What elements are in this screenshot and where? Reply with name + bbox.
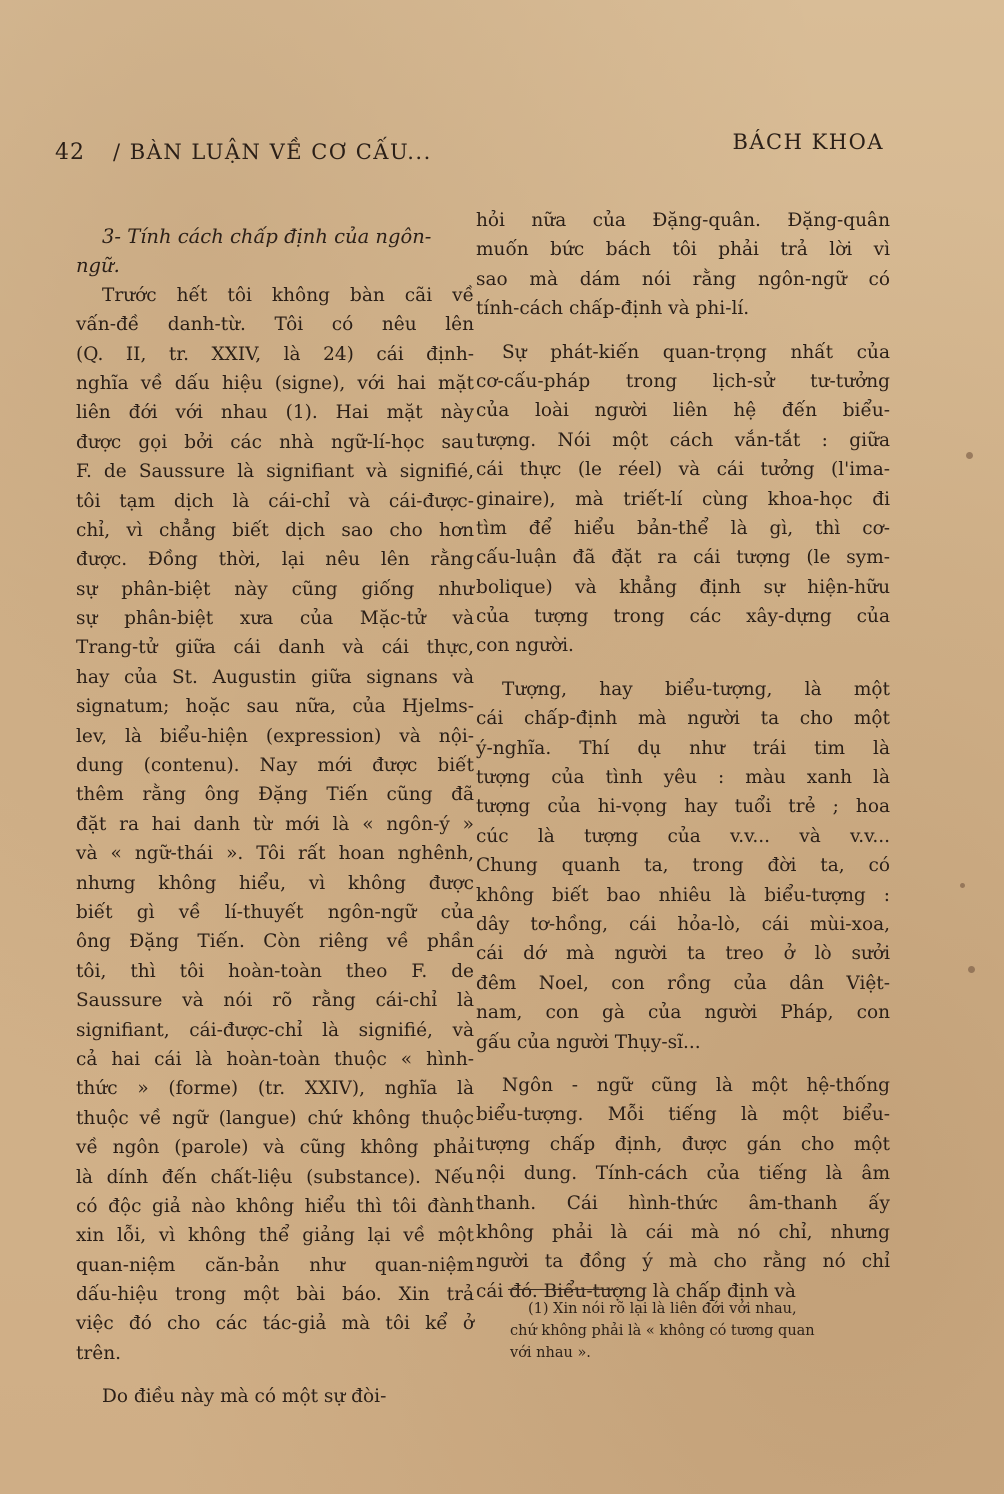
text-line: đêm Noel, con rồng của dân Việt- [476, 972, 890, 994]
right-column [476, 206, 890, 1306]
text-line: của loài người liên hệ đến biểu- [476, 400, 890, 422]
text-line: sao mà dám nói rằng ngôn-ngữ có [476, 268, 890, 290]
section-title-line: ngữ. [76, 254, 120, 278]
text-line: cái đó. Biểu-tượng là chấp định và [476, 1280, 796, 1302]
text-line: lev, là biểu-hiện (expression) và nội- [76, 725, 474, 747]
footnote [510, 1298, 890, 1364]
text-line: cái chấp-định mà người ta cho một [476, 708, 890, 730]
text-line: hỏi nữa của Đặng-quân. Đặng-quân [476, 210, 890, 231]
footnote-line: (1) Xin nói rõ lại là liên đới với nhau, [528, 1301, 797, 1317]
page-number: 42 [55, 140, 85, 165]
text-line: thanh. Cái hình-thức âm-thanh ấy [476, 1192, 890, 1214]
text-line: Sự phát-kiến quan-trọng nhất của [502, 341, 890, 363]
text-line: của tượng trong các xây-dựng của [476, 606, 890, 628]
text-line: hay của St. Augustin giữa signans và [76, 666, 474, 688]
text-line: việc đó cho các tác-giả mà tôi kể ở [76, 1313, 474, 1335]
text-line: tìm để hiểu bản-thể là gì, thì cơ- [476, 517, 890, 539]
text-line: người ta đồng ý mà cho rằng nó chỉ [476, 1251, 890, 1273]
text-line: không phải là cái mà nó chỉ, nhưng [476, 1221, 890, 1243]
text-line: cái thực (le réel) và cái tưởng (l'ima- [476, 459, 890, 481]
text-line: sự phân-biệt này cũng giống như [76, 578, 474, 600]
text-line: dây tơ-hồng, cái hỏa-lò, cái mùi-xoa, [476, 913, 890, 935]
paragraph [76, 281, 474, 1368]
text-line: cúc là tượng của v.v... và v.v... [476, 825, 890, 847]
text-line: là dính đến chất-liệu (substance). Nếu [76, 1166, 474, 1188]
text-line: nhưng không hiểu, vì không được [76, 872, 474, 894]
text-line: Chung quanh ta, trong đời ta, có [476, 855, 890, 877]
text-line: gấu của người Thụy-sĩ... [476, 1031, 701, 1053]
text-line: dung (contenu). Nay mới được biết [76, 755, 474, 777]
text-line: có độc giả nào không hiểu thì tôi đành [76, 1195, 474, 1217]
text-line: đặt ra hai danh từ mới là « ngôn-ý » [76, 813, 474, 835]
text-line: cả hai cái là hoàn-toàn thuộc « hình- [76, 1048, 474, 1070]
text-line: tượng chấp định, được gán cho một [476, 1133, 890, 1155]
page-header [55, 130, 884, 176]
text-line: dấu-hiệu trong một bài báo. Xin trả [76, 1284, 474, 1306]
text-line: cấu-luận đã đặt ra cái tượng (le sym- [476, 547, 890, 569]
text-line: trên. [76, 1342, 122, 1364]
text-line: Tượng, hay biểu-tượng, là một [502, 678, 890, 700]
text-line: tôi, thì tôi hoàn-toàn theo F. de [76, 960, 474, 982]
text-line: biết gì về lí-thuyết ngôn-ngữ của [76, 901, 474, 923]
text-line: Trước hết tôi không bàn cãi về [102, 284, 474, 306]
footnote-line: chứ không phải là « không có tương quan [510, 1323, 815, 1339]
text-line: được gọi bởi các nhà ngữ-lí-học sau [76, 431, 474, 453]
text-line: nội dung. Tính-cách của tiếng là âm [476, 1163, 890, 1185]
text-line: tôi tạm dịch là cái-chỉ và cái-được- [76, 490, 474, 512]
paragraph [476, 675, 890, 1057]
text-line: ông Đặng Tiến. Còn riêng về phần [76, 931, 474, 953]
text-line: chỉ, vì chẳng biết dịch sao cho hơn [76, 519, 474, 541]
text-line: thức » (forme) (tr. XXIV), nghĩa là [76, 1078, 474, 1100]
text-line: tượng của hi-vọng hay tuổi trẻ ; hoa [476, 796, 890, 818]
text-line: nghĩa về dấu hiệu (signe), với hai mặt [76, 372, 474, 394]
text-line: vấn-đề danh-từ. Tôi có nêu lên [76, 314, 474, 336]
text-line: thêm rằng ông Đặng Tiến cũng đã [76, 784, 474, 806]
section-title-line: 3- Tính cách chấp định của ngôn- [102, 225, 432, 248]
section-title [76, 222, 474, 281]
text-line: quan-niệm căn-bản như quan-niệm [76, 1254, 474, 1276]
paper-speck [960, 883, 965, 888]
text-line: không biết bao nhiêu là biểu-tượng : [476, 884, 890, 906]
paragraph [476, 206, 890, 324]
text-line: ginaire), mà triết-lí cùng khoa-học đi [476, 488, 890, 510]
text-line: liên đới với nhau (1). Hai mặt này [76, 402, 474, 424]
text-line: cơ-cấu-pháp trong lịch-sử tư-tưởng [476, 370, 890, 392]
paragraph [76, 1382, 474, 1411]
footnote-divider [508, 1289, 618, 1290]
text-line: Ngôn - ngữ cũng là một hệ-thống [502, 1074, 890, 1096]
text-line: Trang-tử giữa cái danh và cái thực, [76, 637, 474, 659]
running-title: / BÀN LUẬN VỀ CƠ CẤU... [113, 140, 432, 164]
text-line: signatum; hoặc sau nữa, của Hjelms- [76, 696, 474, 718]
text-line: Saussure và nói rõ rằng cái-chỉ là [76, 990, 474, 1012]
text-line: Do điều này mà có một sự đòi- [102, 1386, 387, 1408]
text-line: signifiant, cái-được-chỉ là signifié, và [76, 1019, 474, 1041]
text-line: bolique) và khẳng định sự hiện-hữu [476, 576, 890, 598]
paragraph [476, 338, 890, 661]
text-line: (Q. II, tr. XXIV, là 24) cái định- [76, 343, 474, 365]
text-line: được. Đồng thời, lại nêu lên rằng [76, 549, 474, 571]
text-line: biểu-tượng. Mỗi tiếng là một biểu- [476, 1104, 890, 1126]
text-line: ý-nghĩa. Thí dụ như trái tim là [476, 737, 890, 759]
text-line: nam, con gà của người Pháp, con [476, 1002, 890, 1024]
footnote-line: với nhau ». [510, 1345, 591, 1361]
text-line: tính-cách chấp-định và phi-lí. [476, 298, 750, 320]
text-line: thuộc về ngữ (langue) chứ không thuộc [76, 1107, 474, 1129]
text-line: xin lỗi, vì không thể giảng lại về một [76, 1225, 474, 1247]
text-line: tượng. Nói một cách vắn-tắt : giữa [476, 429, 890, 451]
paper-speck [966, 452, 973, 459]
paragraph [476, 1071, 890, 1306]
text-line: muốn bức bách tôi phải trả lời vì [476, 239, 890, 261]
text-line: và « ngữ-thái ». Tôi rất hoan nghênh, [76, 843, 474, 865]
paper-speck [968, 966, 975, 973]
text-line: cái dớ mà người ta treo ở lò sưởi [476, 943, 890, 965]
text-line: tượng của tình yêu : màu xanh là [476, 767, 890, 789]
text-line: về ngôn (parole) và cũng không phải [76, 1137, 474, 1159]
journal-name: BÁCH KHOA [732, 130, 884, 154]
text-line: F. de Saussure là signifiant và signifié, [76, 461, 474, 483]
text-line: sự phân-biệt xưa của Mặc-tử và [76, 608, 474, 630]
left-column [76, 222, 474, 1412]
text-line: con người. [476, 635, 574, 657]
